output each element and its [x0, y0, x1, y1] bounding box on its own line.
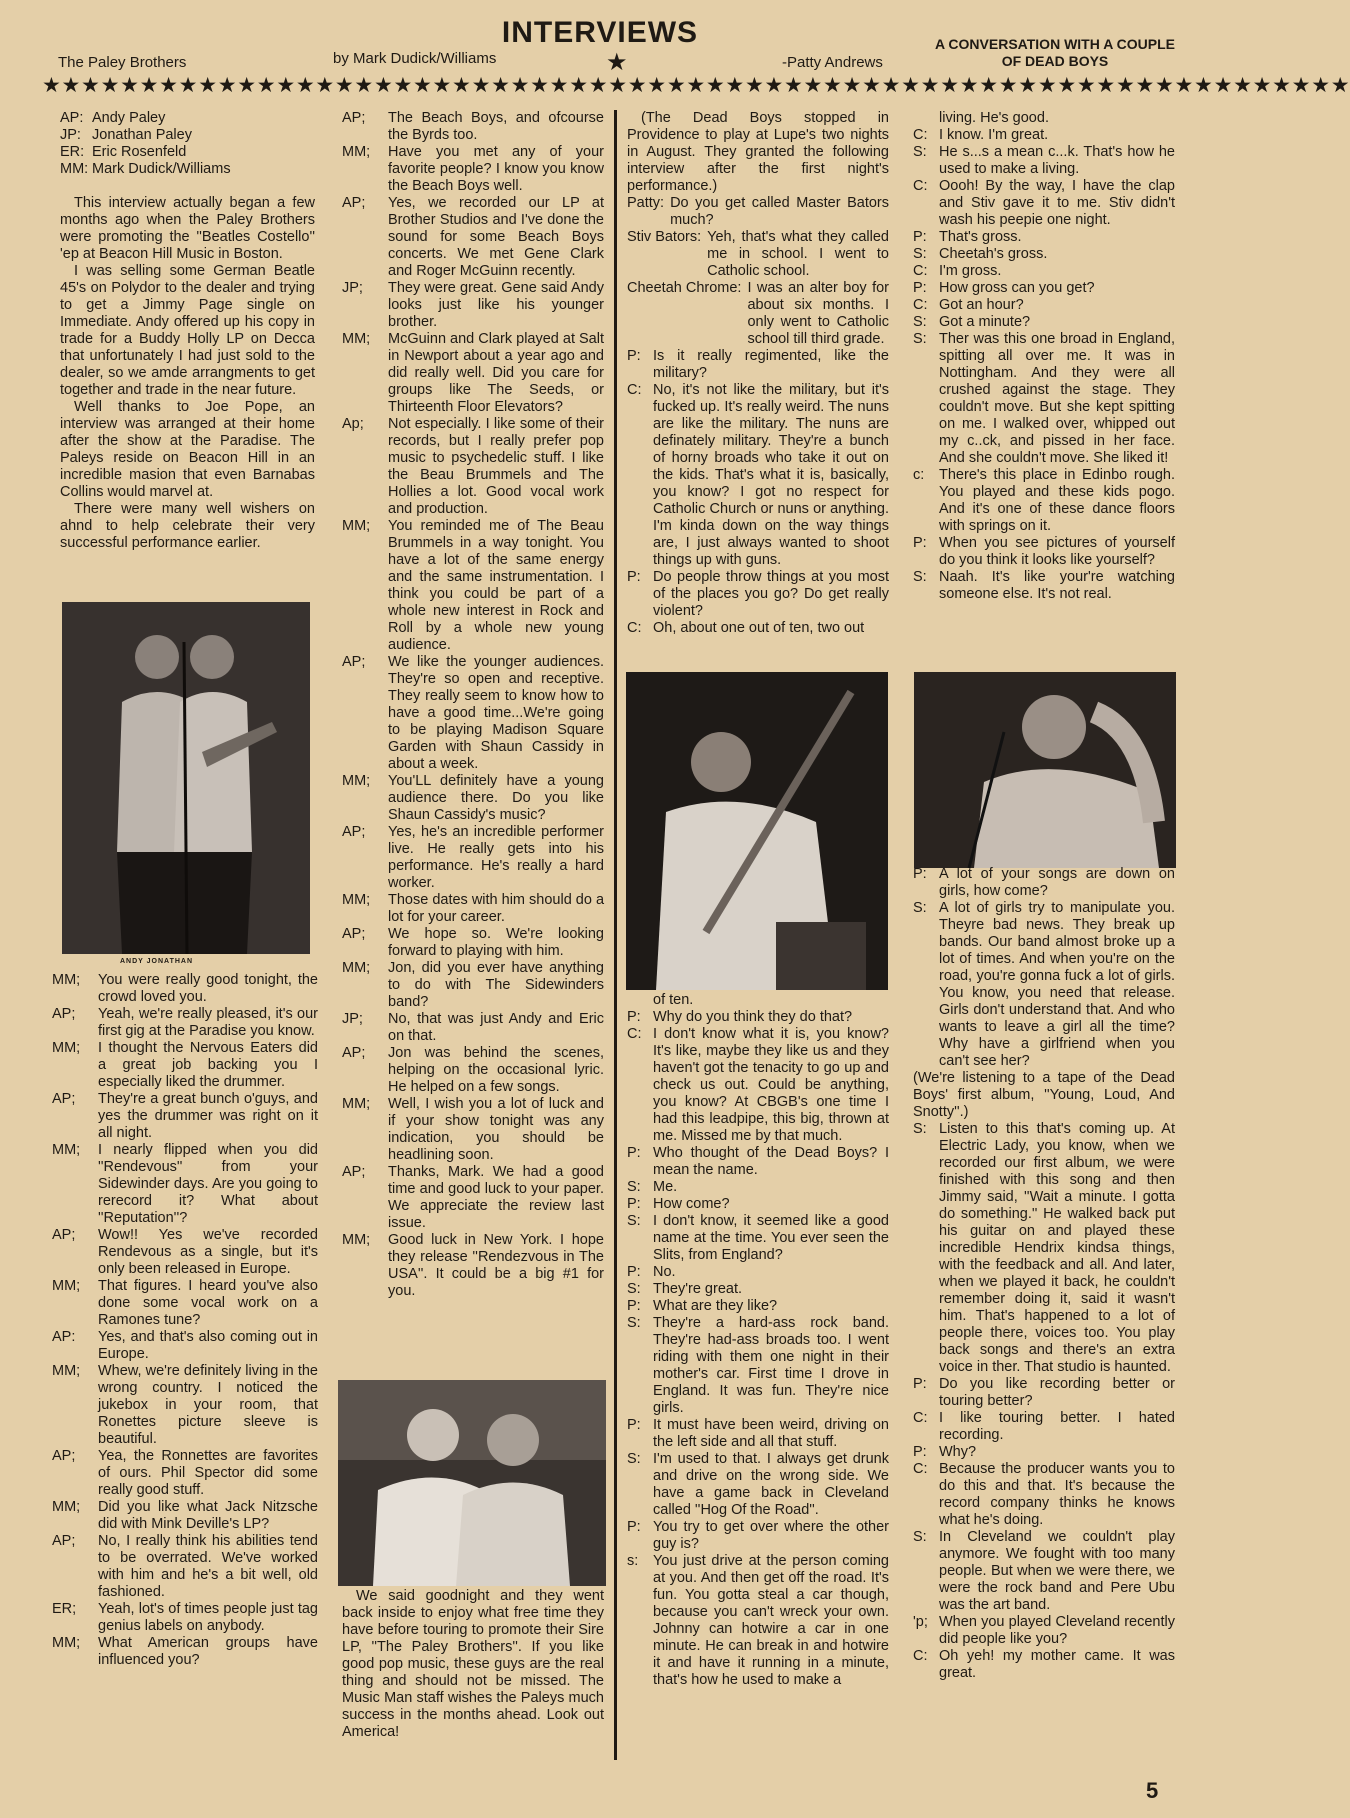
interview-line: of ten. — [653, 992, 694, 1008]
interview-line: JP; They were great. Gene said Andy looks just like his younger brother. — [342, 280, 604, 330]
interview-line: 'p; When you played Cleveland recently did people like you? — [913, 1614, 1175, 1647]
interview-line: P: A lot of your songs are down on girls, how come? — [913, 866, 1175, 899]
interview-line: AP; Jon was behind the scenes, helping on the occasional lyric. He helped on a few songs. — [342, 1045, 604, 1095]
paley-brothers-performance-photo — [62, 602, 310, 954]
interview-line: AP: Yes, and that's also coming out in Europe. — [52, 1329, 318, 1362]
interview-line: MM; Those dates with him should do a lot for your career. — [342, 892, 605, 925]
speaker-roster — [60, 110, 315, 178]
paley-brothers-portrait-photo — [338, 1380, 606, 1586]
paley-interview-column-1 — [52, 972, 318, 1669]
interview-line: P: Do you like recording better or touring better? — [913, 1376, 1175, 1409]
intro-paragraph: There were many well wishers on ahnd to help celebrate their very successful performance earlier. — [60, 501, 315, 551]
interview-line: P: It must have been weird, driving on the left side and all that stuff. — [627, 1417, 889, 1450]
interview-line: JP; No, that was just Andy and Eric on that. — [342, 1011, 604, 1044]
interview-line: MM; I nearly flipped when you did ''Rendevous'' from your Sidewinder days. Are you going to rerecord it? What about ''Reputation''? — [52, 1142, 318, 1226]
interview-line: S: I don't know, it seemed like a good name at the time. You ever seen the Slits, from England? — [627, 1213, 889, 1263]
interview-line: Ap; Not especially. I like some of their records, but I really prefer pop music to psychedelic stuff. I like the Beau Brummels and The Hollies a lot. Good vocal work and production. — [342, 416, 604, 517]
interview-line: AP; No, I really think his abilities tend to be overrated. We've worked with him and he's a bit well, old fashioned. — [52, 1533, 318, 1600]
interview-line: C: Oooh! By the way, I have the clap and Stiv gave it to me. Stiv didn't wash his peepie one night. — [913, 178, 1175, 228]
interview-line: AP; Thanks, Mark. We had a good time and good luck to your paper. We appreciate the review last issue. — [342, 1164, 604, 1231]
interview-line: C: I like touring better. I hated recording. — [913, 1410, 1175, 1443]
interview-line: S: They're great. — [627, 1281, 743, 1297]
interview-line: P: Do people throw things at you most of the places you go? Do get really violent? — [627, 569, 889, 619]
interview-line: AP; Yea, the Ronnettes are favorites of ours. Phil Spector did some really good stuff. — [52, 1448, 318, 1498]
header-byline: by Mark Dudick/Williams — [333, 50, 497, 67]
column-divider — [614, 110, 617, 1760]
interview-line: AP; Yes, he's an incredible performer live. He really gets into his performance. He's really a hard worker. — [342, 824, 604, 891]
roster-entry: ER: Eric Rosenfeld — [60, 144, 187, 160]
roster-entry: JP: Jonathan Paley — [60, 127, 192, 143]
interview-line: S: They're a hard-ass rock band. They're had-ass broads too. I went riding with them one night in their mother's car. First time I drove in England. It was fun. They're nice girls. — [627, 1315, 889, 1416]
header-conversation-title: A CONVERSATION WITH A COUPLE OF DEAD BOYS — [934, 36, 1176, 69]
intro-paragraph: I was selling some German Beatle 45's on Polydor to the dealer and trying to get a Jimmy Page single on Immediate. Andy offered up his copy in trade for a Buddy Holly LP on Decca that unfortunately I had just sold to the dealer, so we amde arrangments to get together and trade in the near future. — [60, 263, 315, 398]
interview-line: P: When you see pictures of yourself do you think it looks like yourself? — [913, 535, 1175, 568]
outro-paragraph: We said goodnight and they went back inside to enjoy what free time they have before touring to promote their Sire LP, ''The Paley Brothers''. If you like good pop music, these guys are the real thing and should not be missed. The Music Man staff wishes the Paleys much success in the months ahead. Look out America! — [342, 1588, 604, 1740]
interview-line: Patty: Do you get called Master Bators much? — [627, 195, 889, 228]
interview-line: S: In Cleveland we couldn't play anymore. We fought with too many people. But when we were there, we were the rock band and Pere Ubu was the art band. — [913, 1529, 1175, 1613]
interview-line: MM; What American groups have influenced you? — [52, 1635, 318, 1668]
interview-line: (We're listening to a tape of the Dead Boys' first album, ''Young, Loud, And Snotty''.) — [913, 1070, 1175, 1120]
interview-line: Cheetah Chrome: I was an alter boy for about six months. I only went to Catholic school till third grade. — [627, 280, 889, 347]
interview-line: C: Oh yeh! my mother came. It was great. — [913, 1648, 1175, 1681]
interview-line: P: What are they like? — [627, 1298, 778, 1314]
interview-line: AP; Wow!! Yes we've recorded Rendevous as a single, but it's only been released in Europe. — [52, 1227, 318, 1277]
interview-line: MM; Have you met any of your favorite people? I know you know the Beach Boys well. — [342, 144, 604, 194]
interview-line: ER; Yeah, lot's of times people just tag genius labels on anybody. — [52, 1601, 318, 1634]
interview-line: C: Because the producer wants you to do this and that. It's because the record company thinks he knows what he's doing. — [913, 1461, 1175, 1528]
cheetah-chrome-guitar-photo — [626, 672, 888, 990]
interview-line: P: That's gross. — [913, 229, 1022, 245]
intro-paragraph: This interview actually began a few months ago when the Paley Brothers were promoting the ''Beatles Costello'' 'ep at Beacon Hill Music in Boston. — [60, 195, 315, 262]
interview-line: MM; You reminded me of The Beau Brummels in a way tonight. You have a lot of the same energy and the same instrumentation. I think you could be part of a whole new interest in Rock and Roll by a whole new young audience. — [342, 518, 604, 653]
deadboys-column-3 — [627, 110, 889, 637]
interview-line: P: Who thought of the Dead Boys? I mean the name. — [627, 1145, 889, 1178]
interview-line: S: Ther was this one broad in England, spitting all over me. It was in Nottingham. And they were all crushed against the stage. They couldn't move. But she kept spitting on me. I walked over, whipped out my c..ck, and pissed in her face. And she couldn't move. She liked it! — [913, 331, 1175, 466]
interview-line: MM; McGuinn and Clark played at Salt in Newport about a year ago and did really well. Did you care for groups like The Seeds, or Thirteenth Floor Elevators? — [342, 331, 604, 415]
interview-line: S: Me. — [627, 1179, 678, 1195]
deadboys-column-3-lower — [627, 992, 889, 1689]
interview-line: S: Got a minute? — [913, 314, 1031, 330]
interview-line: C: Oh, about one out of ten, two out — [627, 620, 865, 636]
interview-line: C: I know. I'm great. — [913, 127, 1049, 143]
header-credit: -Patty Andrews — [782, 54, 883, 71]
interview-line: P: How come? — [627, 1196, 730, 1212]
interview-line: s: You just drive at the person coming at you. And then get off the road. It's fun. You gotta steal a car though, because you can't wreck your own. Johnny can hotwire a car in one minute. He can break in and hotwire it and have it running in a minute, that's how he used to make a — [627, 1553, 889, 1688]
interview-line: MM; Whew, we're definitely living in the wrong country. I noticed the jukebox in your room, that Ronettes picture sleeve is beautiful. — [52, 1363, 318, 1447]
interview-line: AP; We like the younger audiences. They're so open and receptive. They really seem to know how to have a good time...We're going to be playing Madison Square Garden with Shaun Cassidy in about a week. — [342, 654, 604, 772]
header-section-label: The Paley Brothers — [58, 54, 187, 71]
interview-line: AP; The Beach Boys, and ofcourse the Byrds too. — [342, 110, 604, 143]
interview-line: C: No, it's not like the military, but it's fucked up. It's really weird. The nuns are like the military. The nuns are definately military. They're a bunch of horny broads who take it out on the kids. That's what it is, basically, you know? I got no respect for Catholic Church or nuns or anything. I'm kinda down on the way things are, I just always wanted to shoot things up with guns. — [627, 382, 889, 568]
page-title: INTERVIEWS — [501, 16, 699, 49]
interview-line: C: I don't know what it is, you know? It's like, maybe they like us and they haven't got the tenacity to go up and check us out. Could be anything, you know? At CBGB's one time I had this leadpipe, this big, thrown at me. Missed me by that much. — [627, 1026, 889, 1144]
photo-caption: ANDY JONATHAN — [120, 958, 194, 965]
deadboys-column-4-lower — [913, 866, 1175, 1682]
interview-line: P: Why do you think they do that? — [627, 1009, 853, 1025]
interview-line: P: No. — [627, 1264, 676, 1280]
stiv-bators-singing-photo — [914, 672, 1176, 868]
interview-line: AP; Yes, we recorded our LP at Brother Studios and I've done the sound for some Beach Boys concerts. We met Gene Clark and Roger McGuinn recently. — [342, 195, 604, 279]
star-divider-row: ★★★★★★★★★★★★★★★★★★★★★★★★★★★★★★★★★★★★★★★★★★★★★★★★★★★★★★★★★★★★★★★★★★★ — [42, 74, 1350, 97]
interview-line: S: He s...s a mean c...k. That's how he used to make a living. — [913, 144, 1175, 177]
interview-line: MM; Good luck in New York. I hope they release ''Rendezvous in The USA''. It could be a big #1 for you. — [342, 1232, 604, 1299]
interview-line: S: Cheetah's gross. — [913, 246, 1048, 262]
interview-line: AP; They're a great bunch o'guys, and yes the drummer was right on it all night. — [52, 1091, 318, 1141]
page-number: 5 — [1146, 1778, 1159, 1803]
star-icon: ★ — [606, 49, 628, 76]
paley-outro-column — [342, 1588, 604, 1741]
interview-line: C: Got an hour? — [913, 297, 1024, 313]
interview-line: S: Naah. It's like your're watching someone else. It's not real. — [913, 569, 1175, 602]
interview-line: living. He's good. — [939, 110, 1049, 126]
interview-line: P: Why? — [913, 1444, 977, 1460]
interview-line: MM; Well, I wish you a lot of luck and if your show tonight was any indication, you should be headlining soon. — [342, 1096, 604, 1163]
interview-line: AP; Yeah, we're really pleased, it's our first gig at the Paradise you know. — [52, 1006, 318, 1039]
interview-line: c: There's this place in Edinbo rough. You played and these kids pogo. And it's one of these dance floors with springs on it. — [913, 467, 1175, 534]
interview-line: AP; We hope so. We're looking forward to playing with him. — [342, 926, 604, 959]
interview-line: S: Listen to this that's coming up. At Electric Lady, you know, when we recorded our first album, we were finished with this song and then Jimmy said, ''Wait a minute. I gotta do something.'' He walked back put his guitar on and played these incredible Hendrix kindsa things, with the feedback and all. And later, when we played it back, he couldn't remember doing it, said it wasn't him. That's happened to a lot of people there, voices too. You play back songs and there's an extra voice in ther. That studio is haunted. — [913, 1121, 1175, 1375]
paley-intro-column — [60, 110, 315, 552]
deadboys-intro: (The Dead Boys stopped in Providence to play at Lupe's two nights in August. They granted the following interview after the first night's performance.) — [627, 110, 889, 194]
interview-line: MM; I thought the Nervous Eaters did a great job backing you I especially liked the drummer. — [52, 1040, 318, 1090]
interview-line: MM; You were really good tonight, the crowd loved you. — [52, 972, 318, 1005]
roster-entry: AP: Andy Paley — [60, 110, 166, 126]
interview-line: MM; Did you like what Jack Nitzsche did with Mink Deville's LP? — [52, 1499, 318, 1532]
interview-line: S: A lot of girls try to manipulate you. Theyre bad news. They break up bands. Our band almost broke up a lot of times. And when you're on the road, you're gonna fuck a lot of girls. You know, you need that release. Girls don't understand that. And who wants to leave a girl all the time? Why have a girlfriend when you can't see her? — [913, 900, 1175, 1069]
interview-line: S: I'm used to that. I always get drunk and drive on the wrong side. We have a game back in Cleveland called ''Hog Of the Road''. — [627, 1451, 889, 1518]
roster-entry: MM: Mark Dudick/Williams — [60, 161, 231, 177]
interview-line: P: Is it really regimented, like the military? — [627, 348, 889, 381]
paley-interview-column-2 — [342, 110, 604, 1300]
interview-line: MM; You'LL definitely have a young audience there. Do you like Shaun Cassidy's music? — [342, 773, 604, 823]
interview-line: MM; Jon, did you ever have anything to do with The Sidewinders band? — [342, 960, 604, 1010]
interview-line: MM; That figures. I heard you've also done some vocal work on a Ramones tune? — [52, 1278, 318, 1328]
intro-paragraph: Well thanks to Joe Pope, an interview was arranged at their home after the show at the Paradise. The Paleys reside on Beacon Hill in an incredible masion that even Barnabas Collins would marvel at. — [60, 399, 315, 500]
interview-line: P: You try to get over where the other guy is? — [627, 1519, 889, 1552]
interview-line: P: How gross can you get? — [913, 280, 1095, 296]
interview-line: C: I'm gross. — [913, 263, 1002, 279]
interview-line: Stiv Bators: Yeh, that's what they called me in school. I went to Catholic school. — [627, 229, 889, 279]
deadboys-column-4 — [913, 110, 1175, 603]
